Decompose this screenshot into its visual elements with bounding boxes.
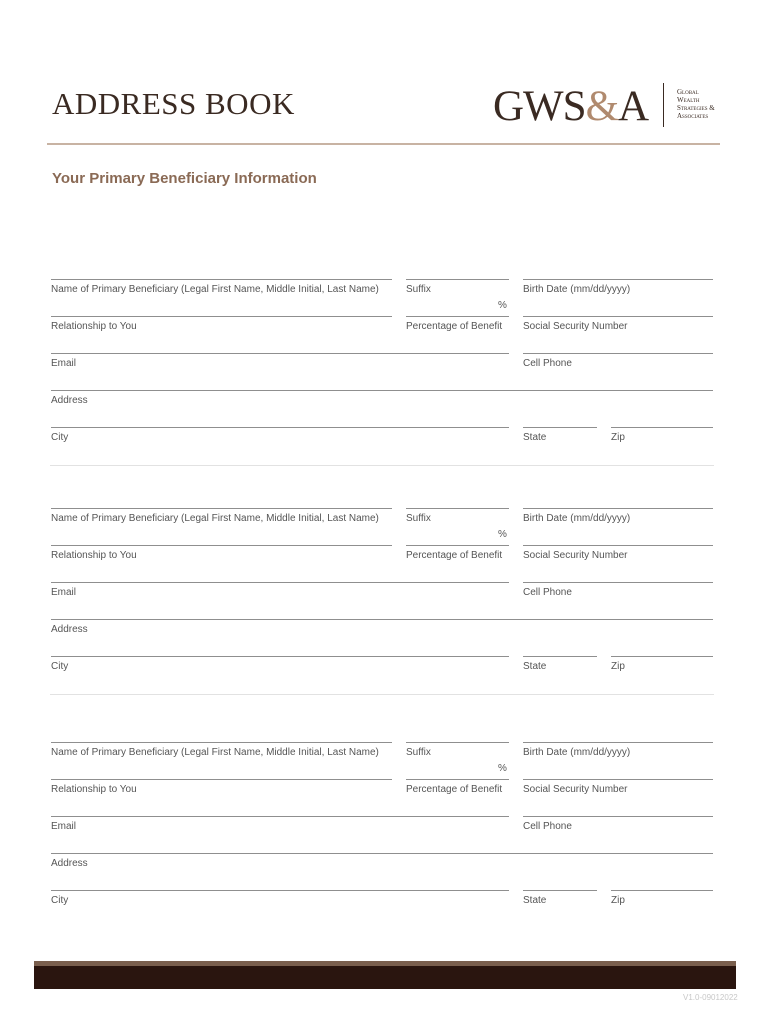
name-field[interactable] xyxy=(51,508,392,509)
relationship-field[interactable] xyxy=(51,316,392,317)
logo-ampersand: & xyxy=(585,83,619,130)
section-title: Your Primary Beneficiary Information xyxy=(52,170,317,187)
percent-sign: % xyxy=(498,300,507,311)
cell-phone-label: Cell Phone xyxy=(523,358,572,369)
state-field[interactable] xyxy=(523,427,597,428)
city-field[interactable] xyxy=(51,890,509,891)
relationship-field[interactable] xyxy=(51,779,392,780)
address-field[interactable] xyxy=(51,853,713,854)
name-label: Name of Primary Beneficiary (Legal First Name, Middle Initial, Last Name) xyxy=(51,747,379,758)
section-divider xyxy=(50,465,714,466)
percentage-label: Percentage of Benefit xyxy=(406,550,503,561)
version-number: V1.0-09012022 xyxy=(683,993,738,1002)
cell-phone-label: Cell Phone xyxy=(523,587,572,598)
percentage-label: Percentage of Benefit xyxy=(406,321,503,332)
zip-label: Zip xyxy=(611,432,625,443)
city-field[interactable] xyxy=(51,656,509,657)
name-label: Name of Primary Beneficiary (Legal First Name, Middle Initial, Last Name) xyxy=(51,284,379,295)
address-field[interactable] xyxy=(51,619,713,620)
percent-sign: % xyxy=(498,529,507,540)
ssn-field[interactable] xyxy=(523,545,713,546)
city-label: City xyxy=(51,432,69,443)
document-title: ADDRESS BOOK xyxy=(52,86,295,121)
name-field[interactable] xyxy=(51,742,392,743)
email-label: Email xyxy=(51,821,77,832)
email-field[interactable] xyxy=(51,816,509,817)
section-divider xyxy=(50,694,714,695)
city-field[interactable] xyxy=(51,427,509,428)
percentage-field[interactable] xyxy=(406,316,509,317)
cell-phone-field[interactable] xyxy=(523,353,713,354)
ssn-field[interactable] xyxy=(523,779,713,780)
suffix-label: Suffix xyxy=(406,513,431,524)
cell-phone-field[interactable] xyxy=(523,816,713,817)
birth-date-label: Birth Date (mm/dd/yyyy) xyxy=(523,284,631,295)
ssn-label: Social Security Number xyxy=(523,784,628,795)
address-field[interactable] xyxy=(51,390,713,391)
zip-label: Zip xyxy=(611,661,625,672)
birth-date-label: Birth Date (mm/dd/yyyy) xyxy=(523,747,631,758)
header-rule xyxy=(47,143,720,145)
email-field[interactable] xyxy=(51,582,509,583)
relationship-label: Relationship to You xyxy=(51,321,137,332)
birth-date-field[interactable] xyxy=(523,279,713,280)
state-label: State xyxy=(523,432,547,443)
birth-date-label: Birth Date (mm/dd/yyyy) xyxy=(523,513,631,524)
company-logo xyxy=(493,82,648,131)
ssn-field[interactable] xyxy=(523,316,713,317)
zip-field[interactable] xyxy=(611,427,713,428)
address-label: Address xyxy=(51,395,88,406)
email-label: Email xyxy=(51,358,77,369)
relationship-field[interactable] xyxy=(51,545,392,546)
zip-field[interactable] xyxy=(611,890,713,891)
birth-date-field[interactable] xyxy=(523,508,713,509)
state-field[interactable] xyxy=(523,656,597,657)
logo-divider xyxy=(663,83,664,127)
relationship-label: Relationship to You xyxy=(51,550,137,561)
logo-text-end: A xyxy=(618,83,649,130)
suffix-field[interactable] xyxy=(406,508,509,509)
birth-date-field[interactable] xyxy=(523,742,713,743)
suffix-field[interactable] xyxy=(406,742,509,743)
suffix-label: Suffix xyxy=(406,747,431,758)
city-label: City xyxy=(51,661,69,672)
state-field[interactable] xyxy=(523,890,597,891)
ssn-label: Social Security Number xyxy=(523,321,628,332)
suffix-label: Suffix xyxy=(406,284,431,295)
percentage-field[interactable] xyxy=(406,779,509,780)
name-label: Name of Primary Beneficiary (Legal First Name, Middle Initial, Last Name) xyxy=(51,513,379,524)
logo-text-start: GWS xyxy=(493,83,586,130)
zip-field[interactable] xyxy=(611,656,713,657)
logo-subtitle-line: Wealth xyxy=(677,96,700,104)
logo-subtitle xyxy=(677,88,715,120)
address-label: Address xyxy=(51,624,88,635)
logo-subtitle-line: Global xyxy=(677,88,699,96)
state-label: State xyxy=(523,895,547,906)
footer-bar xyxy=(34,966,736,989)
percentage-field[interactable] xyxy=(406,545,509,546)
logo-subtitle-line: Associates xyxy=(677,112,709,120)
logo-subtitle-line: Strategies & xyxy=(677,104,715,112)
name-field[interactable] xyxy=(51,279,392,280)
suffix-field[interactable] xyxy=(406,279,509,280)
address-label: Address xyxy=(51,858,88,869)
relationship-label: Relationship to You xyxy=(51,784,137,795)
cell-phone-field[interactable] xyxy=(523,582,713,583)
state-label: State xyxy=(523,661,547,672)
zip-label: Zip xyxy=(611,895,625,906)
email-label: Email xyxy=(51,587,77,598)
cell-phone-label: Cell Phone xyxy=(523,821,572,832)
city-label: City xyxy=(51,895,69,906)
email-field[interactable] xyxy=(51,353,509,354)
percent-sign: % xyxy=(498,763,507,774)
percentage-label: Percentage of Benefit xyxy=(406,784,503,795)
ssn-label: Social Security Number xyxy=(523,550,628,561)
